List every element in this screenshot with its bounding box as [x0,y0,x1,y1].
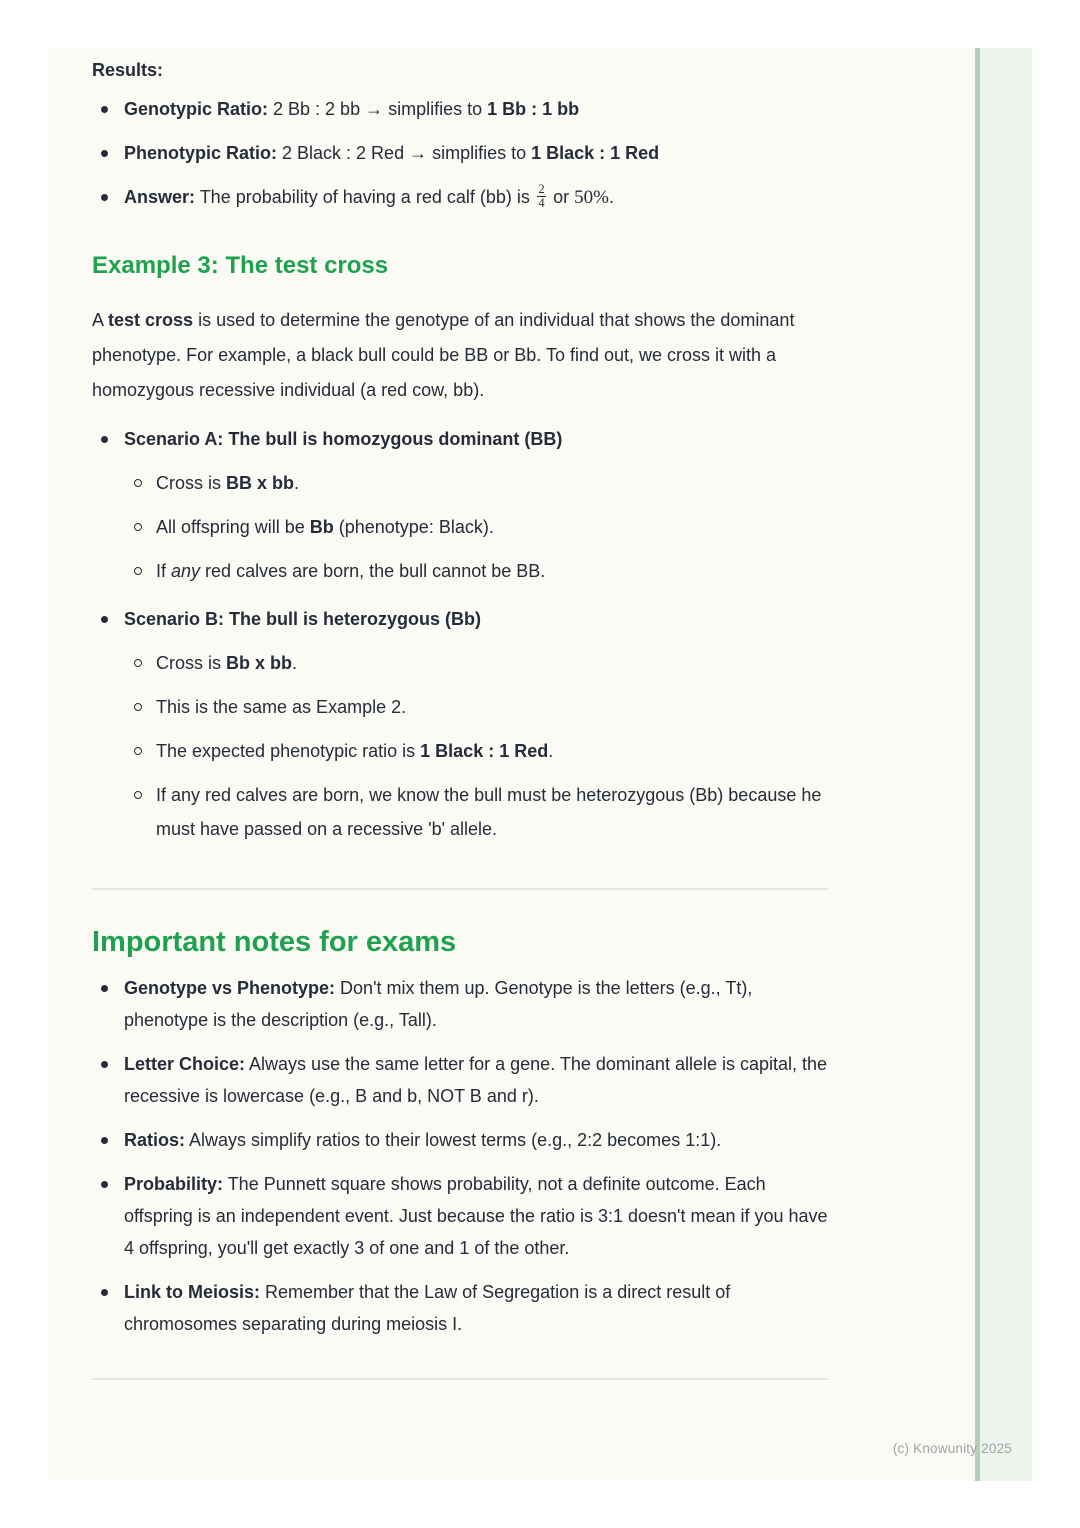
copyright-footer: (c) Knowunity 2025 [892,1441,1012,1456]
scenario-item: Scenario A: The bull is homozygous dominant (BB) Cross is BB x bb. All offspring will be Bb (phenotype: Black). If any red calves are born, the bull cannot be BB. [92,422,828,588]
sub-list-item: This is the same as Example 2. [124,690,828,724]
example3-heading: Example 3: The test cross [92,252,389,279]
list-item: Answer: The probability of having a red calf (bb) is $\frac{2}{4}$ or 50%. [92,180,828,215]
results-heading: Results: [92,60,164,80]
scenario-sub-list [124,646,828,846]
sub-list-item: The expected phenotypic ratio is 1 Black : 1 Red. [124,734,828,768]
results-list [92,92,828,215]
fraction: $\frac{2}{4}$ [538,181,545,210]
scenario-list [92,422,828,846]
sub-list-item: Cross is BB x bb. [124,466,828,500]
bottom-divider [92,1378,828,1380]
decorative-green-strip [975,48,1032,1481]
list-item: Letter Choice: Always use the same letter for a gene. The dominant allele is capital, the recessive is lowercase (e.g., B and b, NOT B and r). [92,1048,828,1112]
list-item: Probability: The Punnett square shows probability, not a definite outcome. Each offspring is an independent event. Just because the ratio is 3:1 doesn't mean if you have 4 offspring, you'll get exactly 3 of one and 1 of the other. [92,1168,828,1264]
notes-list [92,972,828,1340]
list-item: Ratios: Always simplify ratios to their lowest terms (e.g., 2:2 becomes 1:1). [92,1124,828,1156]
notes-heading: Important notes for exams [92,926,457,958]
list-item: Link to Meiosis: Remember that the Law of Segregation is a direct result of chromosomes separating during meiosis I. [92,1276,828,1340]
document-card [48,48,1032,1481]
sub-list-item: Cross is Bb x bb. [124,646,828,680]
sub-list-item: If any red calves are born, the bull cannot be BB. [124,554,828,588]
scenario-sub-list [124,466,828,588]
section-divider [92,888,828,890]
scenario-item: Scenario B: The bull is heterozygous (Bb) Cross is Bb x bb. This is the same as Example 2. The expected phenotypic ratio is 1 Black : 1 Red. If any red calves are born, we know the bull must be heterozygous (Bb) because he must have passed on a recessive 'b' allele. [92,602,828,846]
sub-list-item: All offspring will be Bb (phenotype: Black). [124,510,828,544]
list-item: Genotypic Ratio: 2 Bb : 2 bb → simplifies to 1 Bb : 1 bb [92,92,828,126]
example3-paragraph: A test cross is used to determine the genotype of an individual that shows the dominant phenotype. For example, a black bull could be BB or Bb. To find out, we cross it with a homozygous recessive individual (a red cow, bb). [92,310,795,400]
document-content [92,58,828,1380]
sub-list-item: If any red calves are born, we know the bull must be heterozygous (Bb) because he must have passed on a recessive 'b' allele. [124,778,828,846]
list-item: Genotype vs Phenotype: Don't mix them up. Genotype is the letters (e.g., Tt), phenotype is the description (e.g., Tall). [92,972,828,1036]
list-item: Phenotypic Ratio: 2 Black : 2 Red → simplifies to 1 Black : 1 Red [92,136,828,170]
